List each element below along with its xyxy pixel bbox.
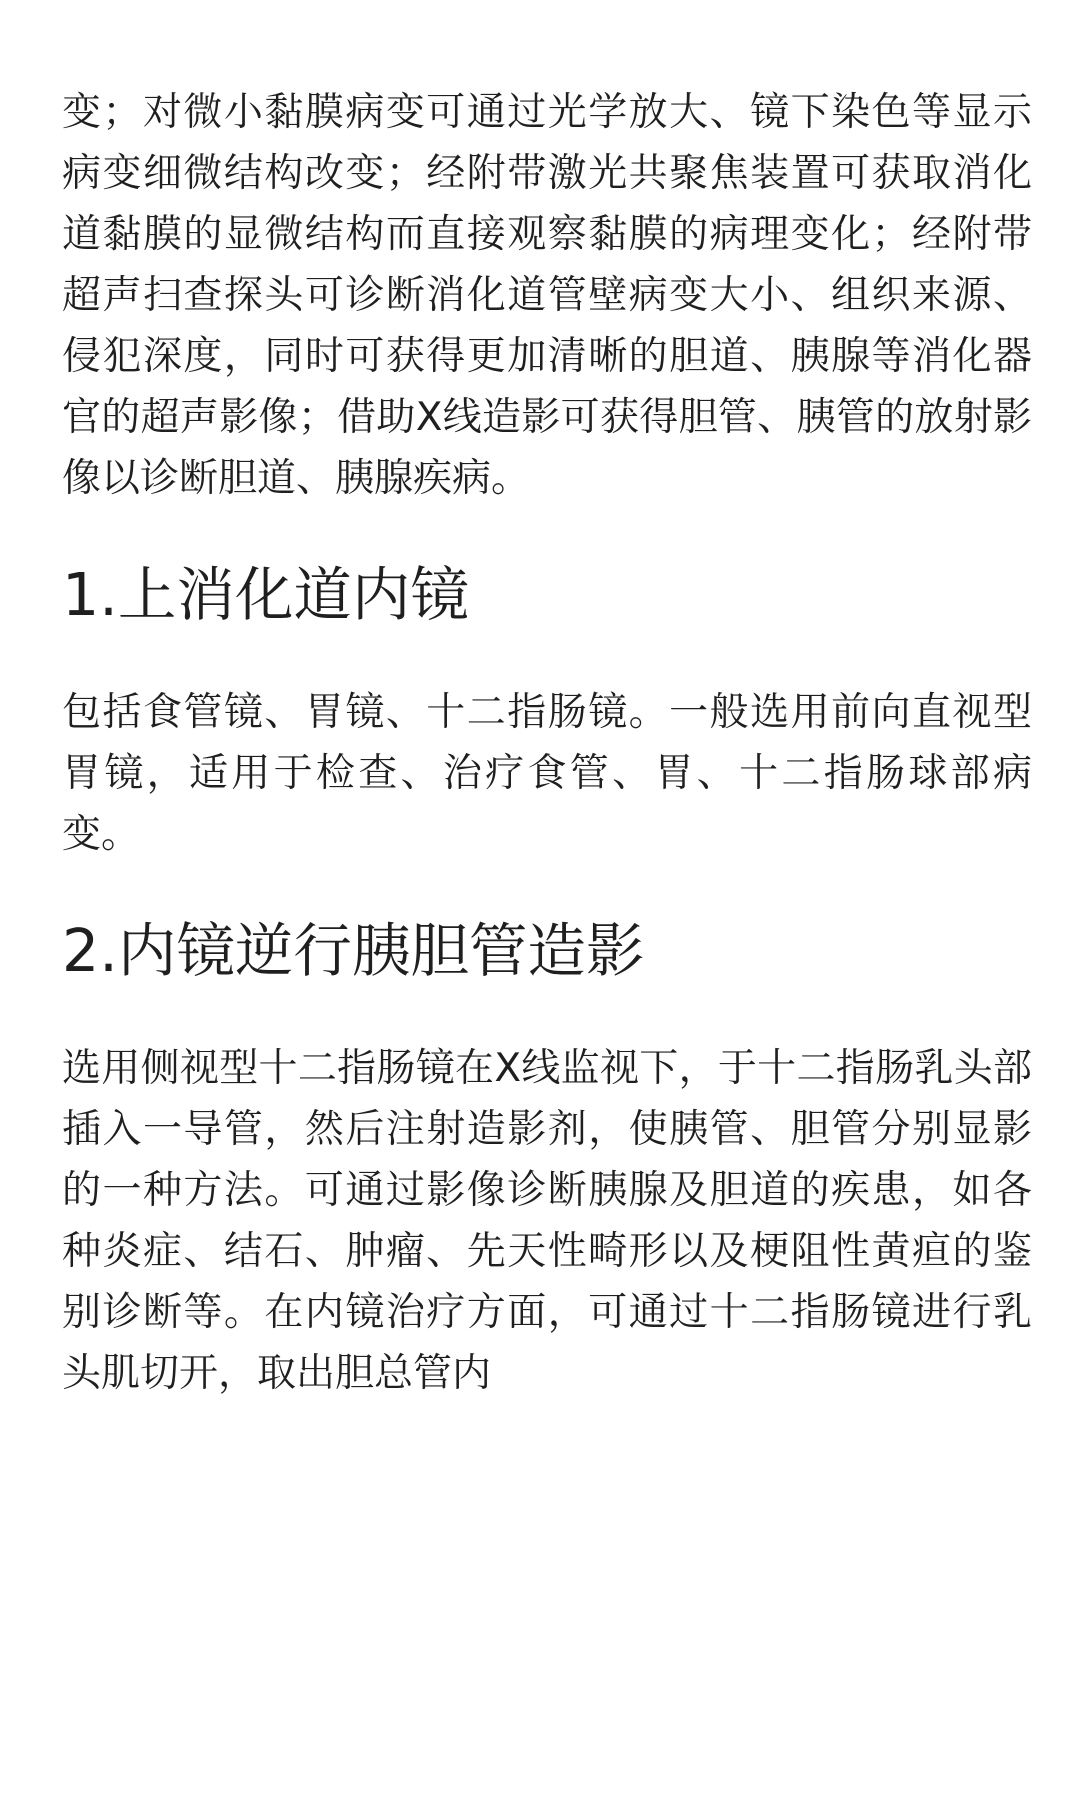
paragraph-upper-gi-endoscopy: 包括食管镜、胃镜、十二指肠镜。一般选用前向直视型胃镜，适用于检查、治疗食管、胃、十二指肠球部病变。 <box>62 690 1032 857</box>
paragraph-intro: 变；对微小黏膜病变可通过光学放大、镜下染色等显示病变细微结构改变；经附带激光共聚焦装置可获取消化道黏膜的显微结构而直接观察黏膜的病理变化；经附带超声扫查探头可诊断消化道管壁病变大小、组织来源、侵犯深度，同时可获得更加清晰的胆道、胰腺等消化器官的超声影像；借助X线造影可获得胆管、胰管的放射影像以诊断胆道、胰腺疾病。 <box>62 90 1032 501</box>
article-body <box>62 82 1032 1404</box>
section-heading-ercp: 2.内镜逆行胰胆管造影 <box>62 917 645 985</box>
paragraph-ercp: 选用侧视型十二指肠镜在X线监视下，于十二指肠乳头部插入一导管，然后注射造影剂，使胰管、胆管分别显影的一种方法。可通过影像诊断胰腺及胆道的疾患，如各种炎症、结石、肿瘤、先天性畸形以及梗阻性黄疸的鉴别诊断等。在内镜治疗方面，可通过十二指肠镜进行乳头肌切开，取出胆总管内 <box>62 1046 1032 1396</box>
section-heading-upper-gi-endoscopy: 1.上消化道内镜 <box>62 561 469 629</box>
